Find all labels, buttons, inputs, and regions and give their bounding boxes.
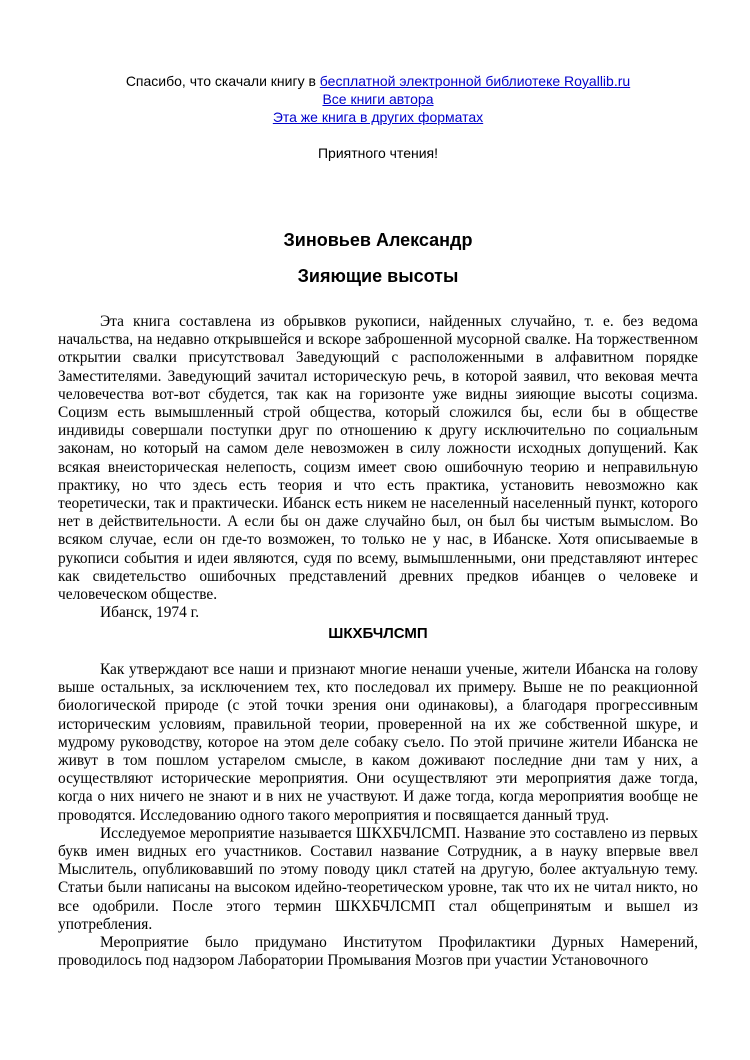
author-books-link[interactable]: Все книги автора	[322, 91, 434, 107]
thanks-text: Спасибо, что скачали книгу в	[125, 73, 320, 89]
chapter-section	[58, 661, 698, 970]
book-author: Зиновьев Александр	[283, 230, 473, 250]
chapter-paragraph: Исследуемое мероприятие называется ШКХБЧЛСМП. Название это составлено из первых букв имен видных его участников. Составил название Сотрудник, а в науку впервые ввел Мыслитель, опубликовавший по этому поводу цикл статей на другую, более актуальную тему. Статьи были написаны на высоком идейно-теоретическом уровне, так что их не читал никто, но все одобрили. После этого термин ШКХБЧЛСМП стал общепринятым и вышел из употребления.	[58, 824, 698, 933]
author-books-line	[58, 90, 698, 108]
chapter-heading: ШКХБЧЛСМП	[328, 625, 428, 642]
chapter-paragraph: Как утверждают все наши и признают многие ненаши ученые, жители Ибанска на голову выше остальных, за исключением тех, кто последовал их примеру. Выше не по реакционной биологической природе (с этой точки зрения они одинаковы), а благодаря прогрессивным историческим условиям, правильной теории, проверенной на их же собственной шкуре, и мудрому руководству, которое на этом деле собаку съело. По этой причине жители Ибанска не живут в том пошлом устарелом смысле, в каком доживают последние дни там у них, а осуществляют исторические мероприятия. Они осуществляют эти мероприятия даже тогда, когда о них ничего не знают и в них не участвуют. И даже тогда, когда мероприятия вообще не проводятся. Исследованию одного такого мероприятия и посвящается данный труд.	[58, 661, 698, 824]
library-link[interactable]: бесплатной электронной библиотеке Royallib.ru	[319, 73, 631, 89]
document-page	[58, 0, 698, 1060]
other-formats-link[interactable]: Эта же книга в других форматах	[272, 109, 484, 125]
thanks-line	[58, 72, 698, 90]
download-header	[58, 72, 698, 126]
greeting: Приятного чтения!	[317, 145, 438, 161]
intro-paragraph: Эта книга составлена из обрывков рукописи, найденных случайно, т. е. без ведома начальства, на недавно открывшейся и вскоре заброшенной мусорной свалке. На торжественном открытии свалки присутствовал Заведующий с расположенными в алфавитном порядке Заместителями. Заведующий зачитал историческую речь, в которой заявил, что вековая мечта человечества вот-вот сбудется, так как на горизонте уже видны зияющие высоты социзма. Социзм есть вымышленный строй общества, который сложился бы, если бы в обществе индивиды совершали поступки друг по отношению к другу исключительно по социальным законам, но который на самом деле невозможен в силу ложности исходных допущений. Как всякая внеисторическая нелепость, социзм имеет свою ошибочную теорию и неправильную практику, но что здесь есть теория и что есть практика, установить невозможно как теоретически, так и практически. Ибанск есть никем не населенный населенный пункт, которого нет в действительности. А если бы он даже случайно был, он был бы чистым вымыслом. Во всяком случае, если он где-то возможен, то только не у нас, в Ибанске. Хотя описываемые в рукописи события и идеи являются, судя по всему, вымышленными, они представляют интерес как свидетельство ошибочных представлений древних предков ибанцев о человеке и человеческом обществе.	[58, 313, 698, 604]
book-title: Зияющие высоты	[297, 266, 459, 286]
intro-signature: Ибанск, 1974 г.	[100, 604, 200, 622]
intro-section	[58, 313, 698, 622]
other-formats-line	[58, 108, 698, 126]
chapter-paragraph: Мероприятие было придумано Институтом Профилактики Дурных Намерений, проводилось под надзором Лаборатории Промывания Мозгов при участии Установочного	[58, 934, 698, 970]
